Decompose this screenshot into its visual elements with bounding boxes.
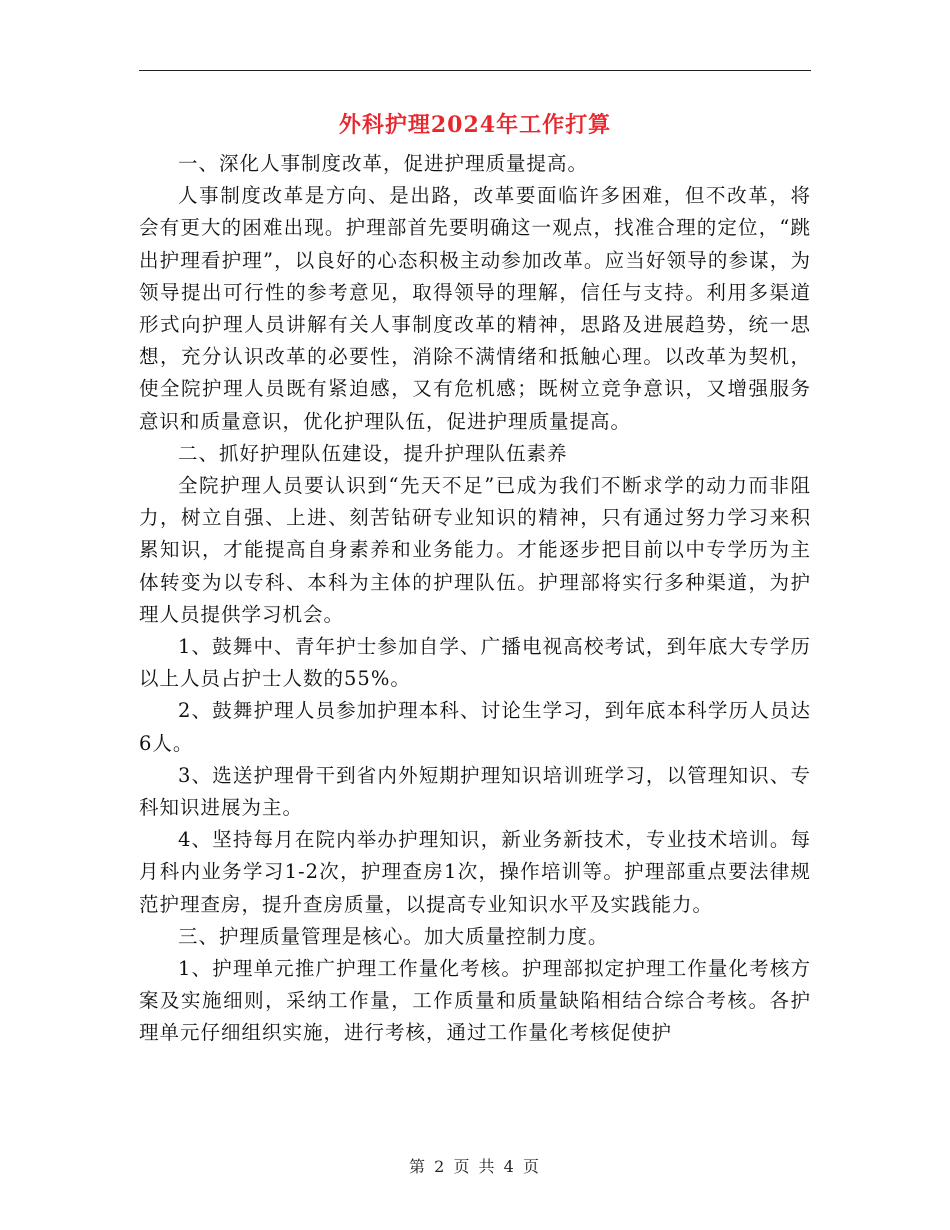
footer-total-pages: 4: [503, 1157, 516, 1176]
list-item: 1、鼓舞中、青年护士参加自学、广播电视高校考试，到年底大专学历以上人员占护士人数的55%。: [139, 635, 811, 691]
paragraph-heading-2: 二、抓好护理队伍建设，提升护理队伍素养: [178, 441, 568, 465]
header-rule: [139, 70, 811, 71]
document-title: 外科护理2024年工作打算: [338, 112, 612, 138]
footer-label-unit2: 页: [522, 1157, 541, 1176]
footer-current-page: 2: [434, 1157, 447, 1176]
list-item: 2、鼓舞护理人员参加护理本科、讨论生学习，到年底本科学历人员达6人。: [139, 699, 811, 755]
footer-label-total: 共: [478, 1157, 497, 1176]
page-footer: [0, 1154, 950, 1177]
paragraph-heading-3: 三、护理质量管理是核心。加大质量控制力度。: [178, 924, 609, 948]
paragraph: 全院护理人员要认识到“先天不足”已成为我们不断求学的动力而非阻力，树立自强、上进、刻苦钻研专业知识的精神，只有通过努力学习来积累知识，才能提高自身素养和业务能力。才能逐步把目前以中专学历为主体转变为以专科、本科为主体的护理队伍。护理部将实行多种渠道，为护理人员提供学习机会。: [139, 474, 811, 626]
footer-label-unit: 页: [453, 1157, 472, 1176]
list-item: 3、选送护理骨干到省内外短期护理知识培训班学习，以管理知识、专科知识进展为主。: [139, 763, 811, 820]
footer-label-page: 第: [409, 1157, 428, 1176]
list-item: 4、坚持每月在院内举办护理知识，新业务新技术，专业技术培训。每月科内业务学习1-2次，护理查房1次，操作培训等。护理部重点要法律规范护理查房，提升查房质量，以提高专业知识水平及实践能力。: [139, 828, 811, 916]
document-body: [139, 148, 811, 1050]
paragraph-heading-1: 一、深化人事制度改革，促进护理质量提高。: [178, 152, 589, 175]
list-item: 1、护理单元推广护理工作量化考核。护理部拟定护理工作量化考核方案及实施细则，采纳工作量，工作质量和质量缺陷相结合综合考核。各护理单元仔细组织实施，进行考核，通过工作量化考核促使护: [139, 957, 811, 1045]
paragraph: 人事制度改革是方向、是出路，改革要面临许多困难，但不改革，将会有更大的困难出现。护理部首先要明确这一观点，找准合理的定位，“跳出护理看护理”，以良好的心态积极主动参加改革。应当好领导的参谋，为领导提出可行性的参考意见，取得领导的理解，信任与支持。利用多渠道形式向护理人员讲解有关人事制度改革的精神，思路及进展趋势，统一思想，充分认识改革的必要性，消除不满情绪和抵触心理。以改革为契机，使全院护理人员既有紧迫感，又有危机感；既树立竞争意识，又增强服务意识和质量意识，优化护理队伍，促进护理质量提高。: [139, 184, 811, 433]
